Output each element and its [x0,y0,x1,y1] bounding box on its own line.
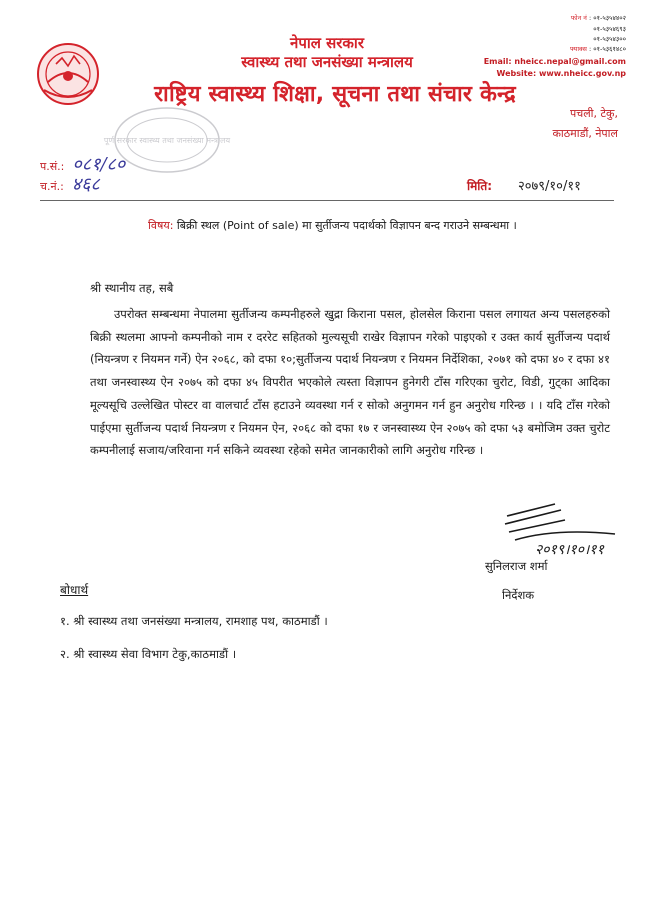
header-divider [40,200,614,201]
date-value: २०७९/१०/११ [518,179,581,194]
header-government: नेपाल सरकार [290,34,364,52]
letter-body [90,303,610,462]
signer-name: सुनिलराज शर्मा [485,559,548,573]
office-stamp-icon [103,105,231,175]
cc-label: बोधार्थ [60,583,89,597]
contact-phone-2: ०१-५३५४६९३ [593,25,626,33]
header-ministry: स्वास्थ्य तथा जनसंख्या मन्त्रालय [241,53,413,71]
contact-phone-1: फोन नं : ०१-५३५४४०२ [570,14,626,22]
contact-email: Email: nheicc.nepal@gmail.com [483,57,626,66]
cc-item: २. श्री स्वास्थ्य सेवा विभाग टेकु,काठमाडौं । [60,647,237,661]
address-line-1: पचली, टेकु, [569,107,618,120]
address-line-2: काठमाडौं, नेपाल [552,127,618,140]
signature-icon [495,500,630,558]
cc-item: १. श्री स्वास्थ्य तथा जनसंख्या मन्त्रालय, रामशाह पथ, काठमाडौं । [60,614,328,628]
contact-fax: फ्याक्स : ०१-५३६१४८० [570,45,626,53]
contact-website: Website: www.nheicc.gov.np [496,69,626,78]
date-label: मिति: [467,179,493,193]
contact-phone-3: ०१-५३५४३०० [593,35,626,43]
subject-line: विषय: बिक्री स्थल (Point of sale) मा सुर्तीजन्य पदार्थको विज्ञापन बन्द गराउने सम्बन्धमा । [148,219,517,232]
svg-text:पूर्ण सरकार स्वास्थ्य तथा जनसं: पूर्ण सरकार स्वास्थ्य तथा जनसंख्या मन्त्रालय [103,136,231,145]
header-centre-name: राष्ट्रिय स्वास्थ्य शिक्षा, सूचना तथा संचार केन्द्र [154,82,516,107]
reference-chn: च.नं.: ४६८ [40,174,100,195]
svg-text:२०१९।१०।११: २०१९।१०।११ [535,542,604,558]
signer-designation: निर्देशक [502,588,535,602]
salutation: श्री स्थानीय तह, सबै [90,281,174,295]
reference-ps: प.सं.: ०८१/८० [40,154,126,175]
body-paragraph: उपरोक्त सम्बन्धमा नेपालमा सुर्तीजन्य कम्पनीहरुले खुद्रा किराना पसल, होलसेल किराना पसल लगायत अन्य पसलहरुको बिक्री स्थलमा आफ्नो कम्पनीको नाम र दररेट सहितको मुल्यसूची राखेर विज्ञापन गरेको पाइएको र उक्त कार्य सुर्तीजन्य पदार्थ (नियन्त्रण र नियमन गर्ने) ऐन २०६८, को दफा १०;सुर्तीजन्य पदार्थ नियन्त्रण र नियमन निर्देशिका, २०७१ को दफा ४० र दफा ४१ तथा जनस्वास्थ्य ऐन २०७५ को दफा ४५ विपरीत भएकोले त्यस्ता विज्ञापन हुनेगरी टाँस गरिएका चुरोट, विडी, गुट्का आदिका मूल्यसूचि उल्लेखित पोस्टर वा वालचार्ट टाँस हटाउने व्यवस्था गर्न र सोको अनुगमन गर्न हुन अनुरोध गरिन्छ । । यदि टाँस गरेको पाईएमा सुर्तीजन्य पदार्थ नियन्त्रण र नियमन ऐन, २०६८ को दफा १७ र जनस्वास्थ्य ऐन २०७५ को दफा ५३ बमोजिम उक्त चुरोट कम्पनीलाई सजाय/जरिवाना गर्न सकिने व्यवस्था रहेको समेत जानकारीको लागि अनुरोध गरिन्छ । [90,307,610,458]
